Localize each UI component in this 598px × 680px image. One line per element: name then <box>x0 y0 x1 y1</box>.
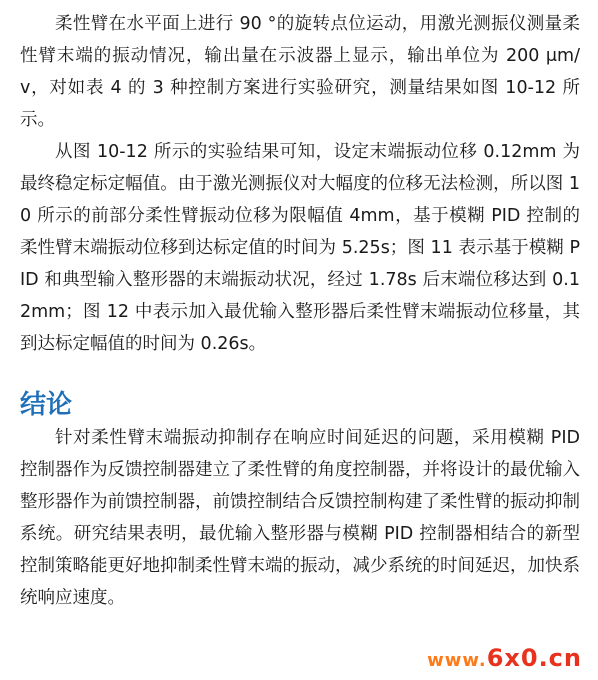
paragraph-experiment-setup: 柔性臂在水平面上进行 90 °的旋转点位运动，用激光测振仪测量柔性臂末端的振动情况，输出量在示波器上显示，输出单位为 200 μm/v，对如表 4 的 3 种控制方案进行实验研究，测量结果如图 10-12 所示。 <box>20 14 580 130</box>
paragraph-conclusion: 针对柔性臂末端振动抑制存在响应时间延迟的问题，采用模糊 PID 控制器作为反馈控制器建立了柔性臂的角度控制器，并将设计的最优输入整形器作为前馈控制器，前馈控制结合反馈控制构建了柔性臂的振动抑制系统。研究结果表明，最优输入整形器与模糊 PID 控制器相结合的新型控制策略能更好地抑制柔性臂末端的振动，减少系统的时间延迟，加快系统响应速度。 <box>20 428 580 608</box>
watermark-domain: 6x0.cn <box>486 644 582 672</box>
article-body <box>20 0 580 614</box>
paragraph-experiment-results: 从图 10-12 所示的实验结果可知，设定末端振动位移 0.12mm 为最终稳定标定幅值。由于激光测振仪对大幅度的位移无法检测，所以图 10 所示的前部分柔性臂振动位移为限幅值 4mm，基于模糊 PID 控制的柔性臂末端振动位移到达标定值的时间为 5.25s；图 11 表示基于模糊 PID 和典型输入整形器的末端振动状况，经过 1.78s 后末端位移达到 0.12mm；图 12 中表示加入最优输入整形器后柔性臂末端振动位移量，其到达标定幅值的时间为 0.26s。 <box>20 142 580 354</box>
site-watermark <box>427 644 582 672</box>
conclusion-heading: 结论 <box>20 390 73 420</box>
watermark-prefix: www. <box>427 650 487 671</box>
